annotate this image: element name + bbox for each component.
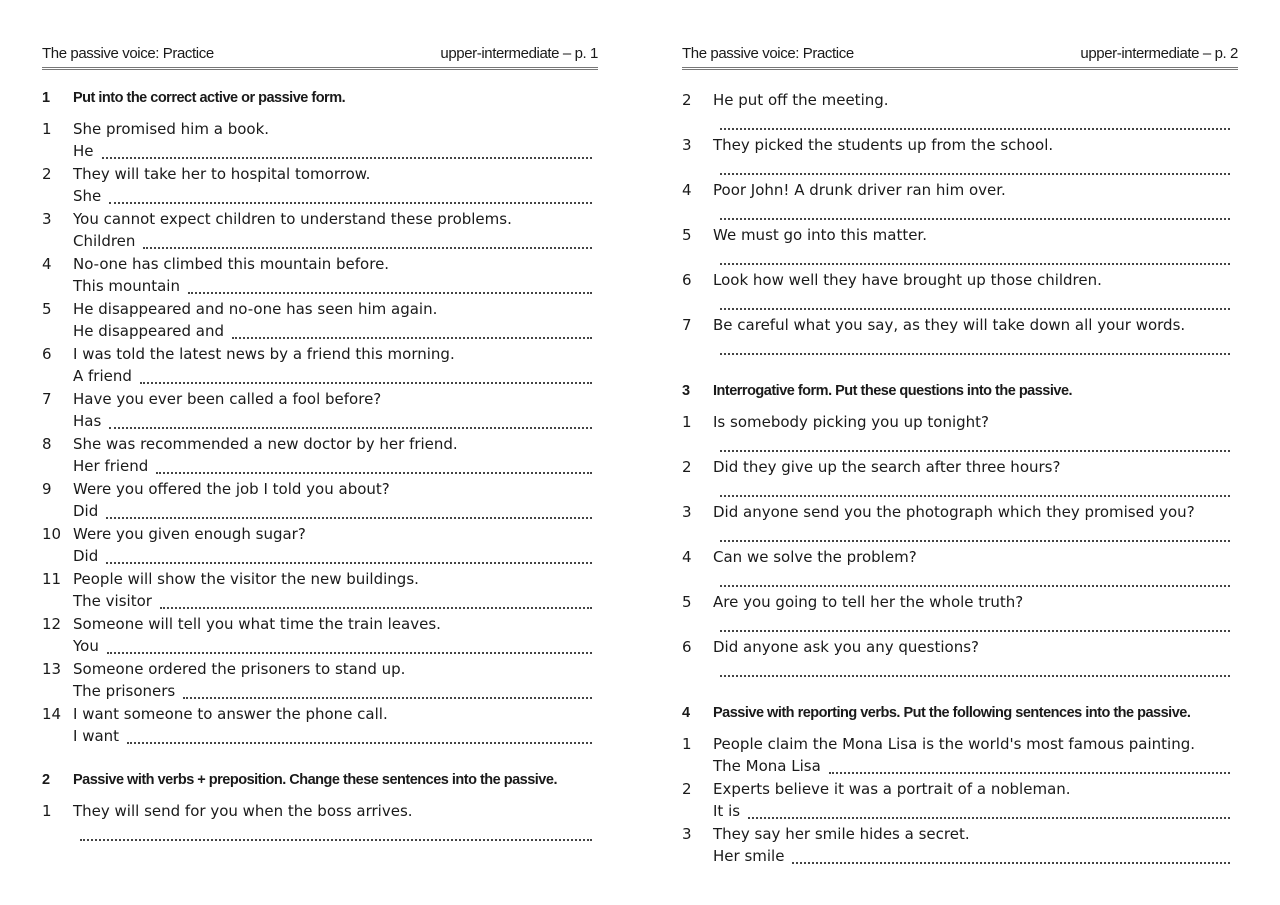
item-number: 3: [682, 136, 692, 154]
item-sentence: They picked the students up from the school.: [713, 136, 1054, 154]
item-number: 4: [42, 255, 52, 273]
spacer: [42, 744, 598, 767]
page-header: [42, 43, 598, 70]
item-sentence: She was recommended a new doctor by her friend.: [73, 435, 458, 453]
item-number: 3: [682, 503, 692, 521]
item-sentence: Poor John! A drunk driver ran him over.: [713, 181, 1006, 199]
section-heading: [42, 85, 598, 114]
dotted-answer-field[interactable]: [720, 158, 1230, 175]
dotted-answer-field[interactable]: [156, 457, 592, 474]
dotted-answer-field[interactable]: [792, 847, 1230, 864]
item-number: 5: [682, 593, 692, 611]
exercise-item: [682, 175, 1238, 220]
exercise-item: [42, 114, 598, 159]
answer-prompt: Children: [73, 232, 136, 250]
dotted-answer-field[interactable]: [720, 570, 1230, 587]
item-number: 6: [682, 271, 692, 289]
item-number: 14: [42, 705, 62, 723]
answer-prompt: A friend: [73, 367, 132, 385]
item-number: 4: [682, 548, 692, 566]
exercise-item: [42, 384, 598, 429]
exercise-item: [682, 774, 1238, 819]
item-number: 2: [682, 458, 692, 476]
section-instruction: Interrogative form. Put these questions into the passive.: [713, 383, 1073, 399]
answer-prompt: Has: [73, 412, 102, 430]
worksheet-page-2: [682, 0, 1238, 905]
exercise-item: [42, 339, 598, 384]
dotted-answer-field[interactable]: [140, 367, 592, 384]
header-page-number: upper-intermediate – p. 2: [1080, 45, 1238, 62]
dotted-answer-field[interactable]: [160, 592, 592, 609]
item-sentence: I was told the latest news by a friend this morning.: [73, 345, 455, 363]
item-sentence: Are you going to tell her the whole truth?: [713, 593, 1024, 611]
item-sentence: You cannot expect children to understand these problems.: [73, 210, 512, 228]
item-sentence: People claim the Mona Lisa is the world's most famous painting.: [713, 735, 1196, 753]
item-number: 6: [682, 638, 692, 656]
dotted-answer-field[interactable]: [720, 660, 1230, 677]
item-sentence: Did anyone send you the photograph which they promised you?: [713, 503, 1195, 521]
dotted-answer-field[interactable]: [232, 322, 592, 339]
exercise-item: [682, 542, 1238, 587]
dotted-answer-field[interactable]: [720, 615, 1230, 632]
item-sentence: They will take her to hospital tomorrow.: [73, 165, 371, 183]
exercise-item: [42, 796, 598, 841]
dotted-answer-field[interactable]: [109, 412, 592, 429]
item-sentence: We must go into this matter.: [713, 226, 927, 244]
worksheet-page-1: [42, 0, 598, 905]
exercise-item: [682, 310, 1238, 355]
exercise-item: [42, 204, 598, 249]
item-number: 10: [42, 525, 62, 543]
answer-prompt: Her friend: [73, 457, 149, 475]
section-heading: [682, 700, 1238, 729]
dotted-answer-field[interactable]: [143, 232, 592, 249]
exercise-item: [42, 699, 598, 744]
section-number: 3: [682, 383, 690, 399]
header-title: The passive voice: Practice: [42, 45, 214, 62]
item-sentence: They say her smile hides a secret.: [713, 825, 970, 843]
dotted-answer-field[interactable]: [107, 637, 592, 654]
spacer: [682, 355, 1238, 378]
item-sentence: She promised him a book.: [73, 120, 270, 138]
item-sentence: Look how well they have brought up those children.: [713, 271, 1102, 289]
exercise-item: [682, 265, 1238, 310]
exercise-item: [42, 564, 598, 609]
answer-prompt: The visitor: [73, 592, 152, 610]
item-sentence: He disappeared and no-one has seen him again.: [73, 300, 438, 318]
exercise-item: [682, 497, 1238, 542]
item-number: 1: [682, 735, 692, 753]
answer-line[interactable]: [713, 847, 1230, 867]
section-number: 4: [682, 705, 690, 721]
item-number: 2: [682, 91, 692, 109]
answer-prompt: The prisoners: [73, 682, 176, 700]
dotted-answer-field[interactable]: [720, 435, 1230, 452]
item-number: 1: [42, 802, 52, 820]
item-number: 2: [42, 165, 52, 183]
item-number: 5: [682, 226, 692, 244]
exercise-item: [682, 729, 1238, 774]
exercise-item: [42, 654, 598, 699]
exercise-item: [682, 220, 1238, 265]
item-number: 11: [42, 570, 62, 588]
dotted-answer-field[interactable]: [720, 480, 1230, 497]
dotted-answer-field[interactable]: [720, 248, 1230, 265]
header-page-number: upper-intermediate – p. 1: [440, 45, 598, 62]
exercise-item: [42, 519, 598, 564]
exercise-item: [42, 159, 598, 204]
item-sentence: I want someone to answer the phone call.: [73, 705, 388, 723]
page-content: [682, 85, 1238, 864]
answer-prompt: She: [73, 187, 102, 205]
item-sentence: They will send for you when the boss arrives.: [73, 802, 413, 820]
item-number: 1: [682, 413, 692, 431]
exercise-item: [42, 249, 598, 294]
dotted-answer-field[interactable]: [748, 802, 1230, 819]
item-number: 7: [682, 316, 692, 334]
dotted-answer-field[interactable]: [183, 682, 592, 699]
exercise-item: [682, 587, 1238, 632]
item-sentence: Were you offered the job I told you about?: [73, 480, 390, 498]
dotted-answer-field[interactable]: [720, 113, 1230, 130]
dotted-answer-field[interactable]: [109, 187, 592, 204]
item-sentence: Can we solve the problem?: [713, 548, 917, 566]
dotted-answer-field[interactable]: [80, 824, 592, 841]
dotted-answer-field[interactable]: [188, 277, 592, 294]
answer-prompt: This mountain: [73, 277, 180, 295]
answer-prompt: I want: [73, 727, 120, 745]
item-number: 13: [42, 660, 62, 678]
section-instruction: Passive with reporting verbs. Put the following sentences into the passive.: [713, 705, 1191, 721]
dotted-answer-field[interactable]: [720, 203, 1230, 220]
section-heading: [682, 378, 1238, 407]
item-number: 8: [42, 435, 52, 453]
answer-prompt: He disappeared and: [73, 322, 225, 340]
item-sentence: Someone will tell you what time the train leaves.: [73, 615, 441, 633]
answer-prompt: You: [73, 637, 99, 655]
item-sentence: Have you ever been called a fool before?: [73, 390, 382, 408]
exercise-item: [682, 85, 1238, 130]
exercise-item: [682, 407, 1238, 452]
dotted-answer-field[interactable]: [106, 547, 592, 564]
item-sentence: Were you given enough sugar?: [73, 525, 306, 543]
answer-line[interactable]: [73, 727, 592, 747]
dotted-answer-field[interactable]: [102, 142, 592, 159]
item-sentence: Someone ordered the prisoners to stand up.: [73, 660, 406, 678]
answer-prompt: Her smile: [713, 847, 785, 865]
dotted-answer-field[interactable]: [720, 525, 1230, 542]
section-instruction: Passive with verbs + preposition. Change these sentences into the passive.: [73, 772, 557, 788]
item-number: 12: [42, 615, 62, 633]
exercise-item: [682, 819, 1238, 864]
dotted-answer-field[interactable]: [720, 338, 1230, 355]
item-number: 7: [42, 390, 52, 408]
section-heading: [42, 767, 598, 796]
answer-line[interactable]: [720, 338, 1230, 358]
page-content: [42, 85, 598, 841]
dotted-answer-field[interactable]: [127, 727, 592, 744]
exercise-item: [682, 130, 1238, 175]
exercise-item: [682, 632, 1238, 677]
spacer: [682, 677, 1238, 700]
answer-prompt: The Mona Lisa: [713, 757, 821, 775]
item-sentence: Be careful what you say, as they will take down all your words.: [713, 316, 1186, 334]
exercise-item: [42, 474, 598, 519]
section-instruction: Put into the correct active or passive form.: [73, 90, 346, 106]
item-number: 3: [42, 210, 52, 228]
item-number: 1: [42, 120, 52, 138]
dotted-answer-field[interactable]: [720, 293, 1230, 310]
item-number: 4: [682, 181, 692, 199]
item-number: 5: [42, 300, 52, 318]
exercise-item: [42, 294, 598, 339]
header-title: The passive voice: Practice: [682, 45, 854, 62]
item-sentence: Did they give up the search after three hours?: [713, 458, 1061, 476]
item-sentence: He put off the meeting.: [713, 91, 889, 109]
dotted-answer-field[interactable]: [106, 502, 592, 519]
exercise-item: [682, 452, 1238, 497]
answer-prompt: He: [73, 142, 94, 160]
answer-prompt: Did: [73, 502, 99, 520]
item-number: 3: [682, 825, 692, 843]
exercise-item: [42, 609, 598, 654]
item-sentence: Did anyone ask you any questions?: [713, 638, 979, 656]
dotted-answer-field[interactable]: [829, 757, 1230, 774]
answer-prompt: It is: [713, 802, 741, 820]
section-number: 1: [42, 90, 50, 106]
item-sentence: People will show the visitor the new buildings.: [73, 570, 419, 588]
item-number: 2: [682, 780, 692, 798]
answer-prompt: Did: [73, 547, 99, 565]
item-number: 9: [42, 480, 52, 498]
item-sentence: Experts believe it was a portrait of a nobleman.: [713, 780, 1071, 798]
answer-line[interactable]: [80, 824, 592, 844]
section-number: 2: [42, 772, 50, 788]
item-sentence: Is somebody picking you up tonight?: [713, 413, 990, 431]
item-number: 6: [42, 345, 52, 363]
exercise-item: [42, 429, 598, 474]
item-sentence: No-one has climbed this mountain before.: [73, 255, 390, 273]
answer-line[interactable]: [720, 660, 1230, 680]
page-header: [682, 43, 1238, 70]
